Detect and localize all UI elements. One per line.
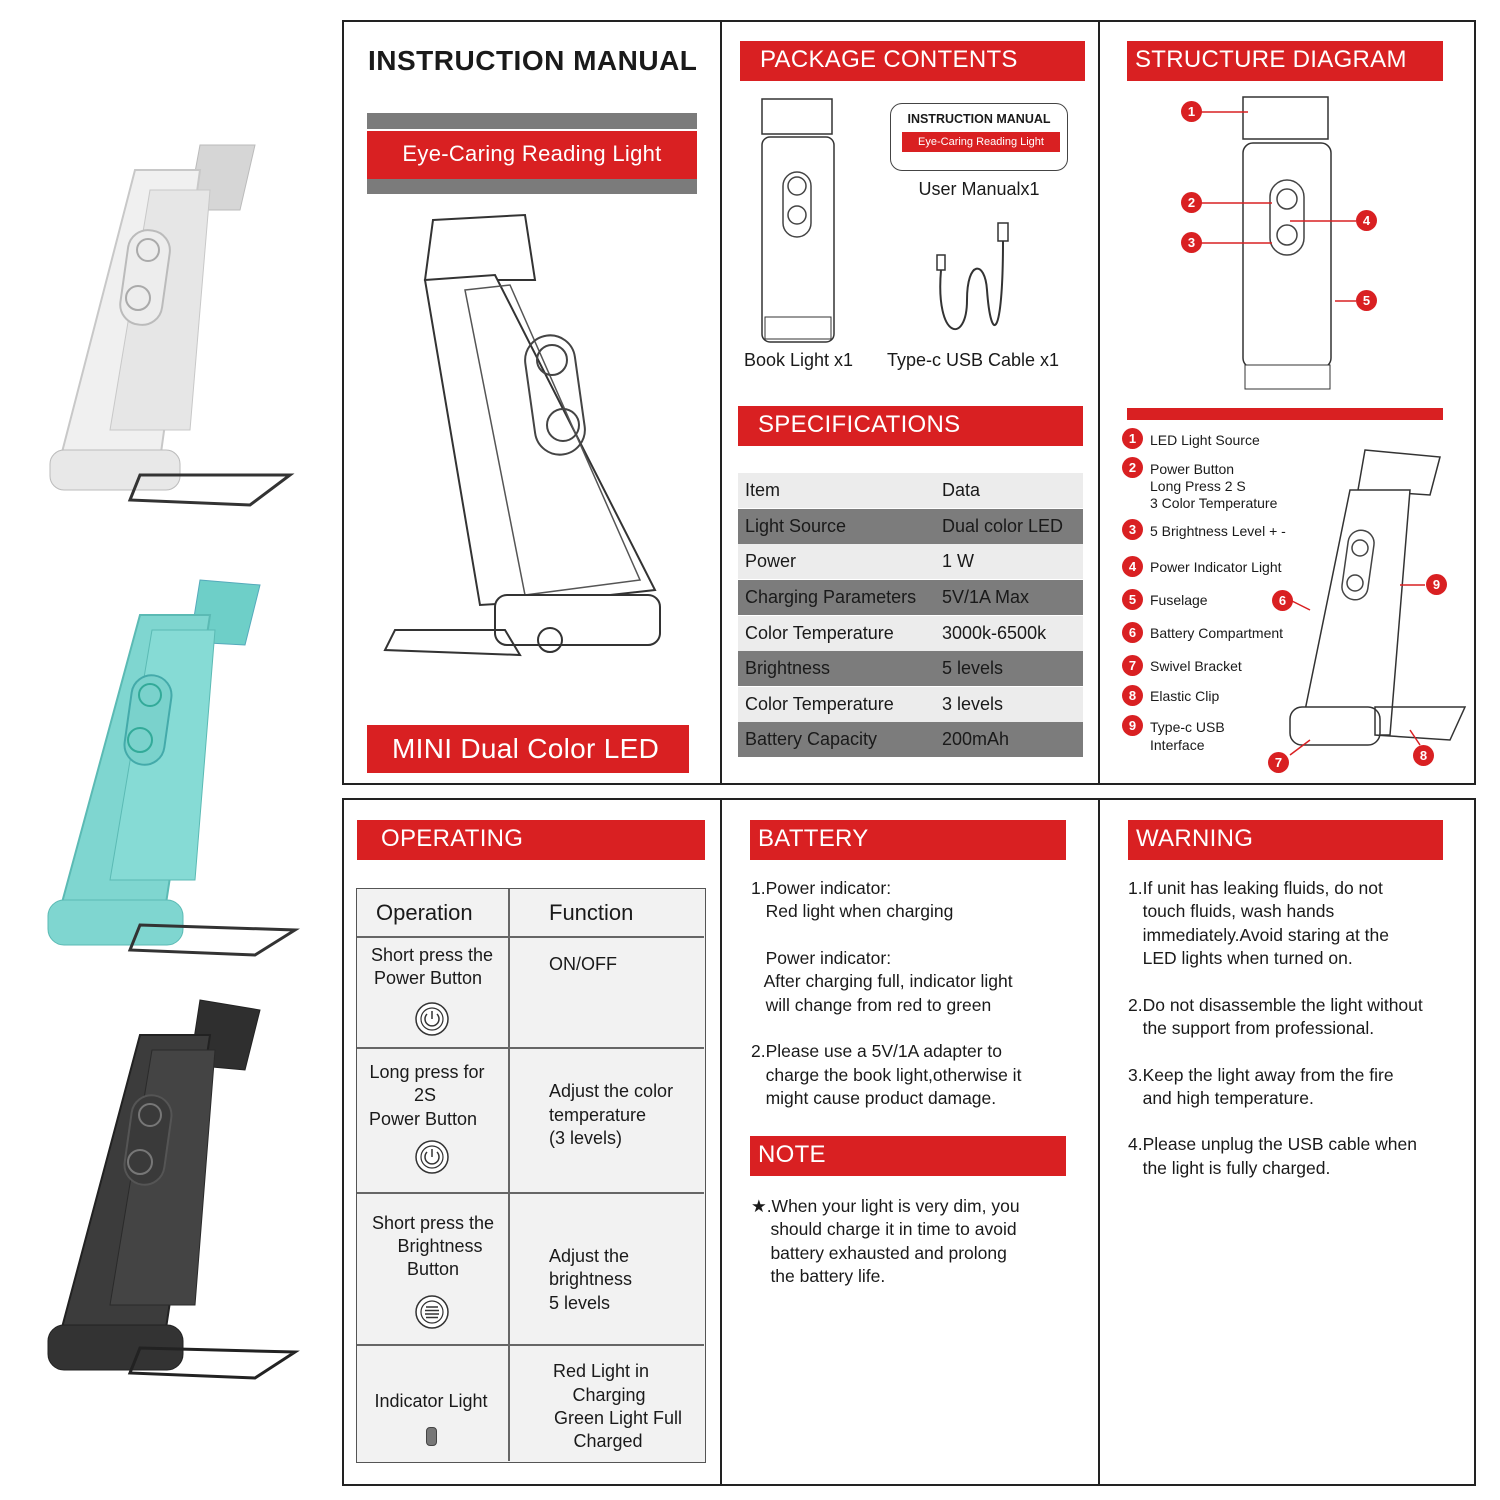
side-marker-9: 9: [1426, 574, 1447, 595]
legend-num-5: 5: [1122, 589, 1143, 610]
marker-3: 3: [1181, 232, 1202, 253]
book-light-front-outline: [757, 97, 847, 342]
spec-item: Item: [745, 480, 781, 500]
op-row3-function-l2: brightness: [549, 1269, 633, 1289]
structure-side-diagram: [1280, 445, 1480, 765]
brightness-button-icon: [414, 1294, 450, 1330]
marker-5: 5: [1356, 290, 1377, 311]
op-row1-operation-l2: Power Button: [373, 968, 483, 988]
spec-item: Color Temperature: [745, 694, 894, 714]
spec-row: [738, 473, 1083, 508]
book-light-dark-image: [40, 990, 340, 1390]
battery-line: might cause product damage.: [751, 1088, 997, 1108]
op-row3-function-l3: 5 levels: [549, 1293, 611, 1313]
package-header: PACKAGE CONTENTS: [740, 41, 1085, 81]
op-row-divider: [357, 1344, 704, 1346]
spec-data: 200mAh: [942, 729, 1010, 749]
book-light-label: Book Light x1: [744, 350, 854, 370]
op-row1-function: ON/OFF: [549, 954, 617, 974]
spec-row: [738, 544, 1083, 579]
legend-num-2: 2: [1122, 457, 1143, 478]
op-row4-function-l4: Charged: [573, 1431, 643, 1451]
op-row3-operation-l3: Button: [406, 1259, 460, 1279]
specs-header: SPECIFICATIONS: [738, 406, 1083, 446]
op-row-divider: [357, 1192, 704, 1194]
legend-num-8: 8: [1122, 685, 1143, 706]
spec-data: 5V/1A Max: [942, 587, 1030, 607]
op-row3-operation-l2: Brightness: [397, 1236, 483, 1256]
spec-row: [738, 616, 1083, 651]
usb-cable-icon: [925, 220, 1035, 350]
legend-item-4: Power Indicator Light: [1150, 559, 1282, 575]
structure-divider: [1127, 408, 1443, 420]
legend-num-3: 3: [1122, 519, 1143, 540]
manual-title: INSTRUCTION MANUAL: [368, 45, 698, 76]
battery-line: 1.Power indicator:: [751, 878, 892, 898]
op-row-divider: [357, 1047, 704, 1049]
spec-row: [738, 580, 1083, 615]
op-row3-operation-l1: Short press the: [371, 1213, 495, 1233]
op-row2-operation-l1: Long press for: [369, 1062, 485, 1082]
spec-row: [738, 687, 1083, 722]
legend-num-4: 4: [1122, 556, 1143, 577]
legend-num-7: 7: [1122, 655, 1143, 676]
op-row4-function-l2: Charging: [572, 1385, 646, 1405]
legend-item-3: 5 Brightness Level + -: [1150, 523, 1286, 539]
op-row2-function-l1: Adjust the color: [549, 1081, 674, 1101]
mini-manual-subtitle: Eye-Caring Reading Light: [902, 132, 1060, 152]
indicator-light-icon: [426, 1427, 437, 1446]
note-header: NOTE: [750, 1136, 1066, 1176]
legend-item-2-line2: Long Press 2 S: [1150, 478, 1246, 494]
legend-item-8: Elastic Clip: [1150, 688, 1220, 704]
spec-item: Light Source: [745, 516, 847, 536]
marker-1: 1: [1181, 101, 1202, 122]
warning-line: 2.Do not disassemble the light without: [1128, 995, 1423, 1015]
note-line: the battery life.: [751, 1266, 886, 1286]
legend-num-1: 1: [1122, 428, 1143, 449]
spec-item: Battery Capacity: [745, 729, 878, 749]
marker-2: 2: [1181, 192, 1202, 213]
op-row2-operation-l2: 2S: [413, 1085, 437, 1105]
legend-num-6: 6: [1122, 622, 1143, 643]
spec-data: Dual color LED: [942, 516, 1064, 536]
battery-header: BATTERY: [750, 820, 1066, 860]
op-row2-function-l2: temperature: [549, 1105, 647, 1125]
book-light-outline-large: [385, 210, 685, 680]
op-row1-operation-l1: Short press the: [370, 945, 494, 965]
specs-table: [738, 473, 1083, 756]
note-line: battery exhausted and prolong: [751, 1243, 1007, 1263]
side-marker-8: 8: [1413, 745, 1434, 766]
structure-leader-lines: [1180, 100, 1380, 330]
legend-num-9: 9: [1122, 715, 1143, 736]
spec-row: [738, 509, 1083, 544]
spec-data: 5 levels: [942, 658, 1004, 678]
subtitle-band-bottom: [367, 179, 697, 194]
battery-line: will change from red to green: [751, 995, 992, 1015]
warning-line: 1.If unit has leaking fluids, do not: [1128, 878, 1383, 898]
legend-item-6: Battery Compartment: [1150, 625, 1284, 641]
spec-item: Power: [745, 551, 797, 571]
op-header-function: Function: [549, 900, 634, 925]
cable-label: Type-c USB Cable x1: [887, 350, 1060, 370]
spec-row: [738, 651, 1083, 686]
op-row4-function-l3: Green Light Full: [553, 1408, 683, 1428]
legend-item-5: Fuselage: [1150, 592, 1208, 608]
spec-data: Data: [942, 480, 981, 500]
legend-item-2-line3: 3 Color Temperature: [1150, 495, 1278, 511]
spec-data: 3000k-6500k: [942, 623, 1047, 643]
legend-item-9: Type-c USB: [1150, 719, 1225, 735]
op-row4-operation: Indicator Light: [374, 1391, 488, 1411]
subtitle-band-top: [367, 113, 697, 129]
op-col-divider: [508, 889, 510, 1461]
side-marker-7: 7: [1268, 752, 1289, 773]
manual-subtitle: Eye-Caring Reading Light: [367, 131, 697, 179]
op-row3-function-l1: Adjust the: [549, 1246, 630, 1266]
side-marker-6: 6: [1272, 590, 1293, 611]
marker-4: 4: [1356, 210, 1377, 231]
structure-header: STRUCTURE DIAGRAM: [1127, 41, 1443, 81]
warning-line: immediately.Avoid staring at the: [1128, 925, 1390, 945]
user-manual-label: User Manualx1: [918, 179, 1040, 199]
legend-item-9-line2: Interface: [1150, 737, 1205, 753]
spec-data: 3 levels: [942, 694, 1004, 714]
battery-line: After charging full, indicator light: [750, 971, 1013, 991]
book-light-mint-image: [40, 570, 340, 970]
legend-item-1: LED Light Source: [1150, 432, 1260, 448]
power-button-icon: [414, 1139, 450, 1175]
warning-line: 3.Keep the light away from the fire: [1128, 1065, 1394, 1085]
spec-item: Color Temperature: [745, 623, 894, 643]
warning-line: and high temperature.: [1128, 1088, 1314, 1108]
op-row2-function-l3: (3 levels): [549, 1128, 623, 1148]
op-header-operation: Operation: [376, 900, 473, 925]
legend-item-7: Swivel Bracket: [1150, 658, 1242, 674]
warning-line: touch fluids, wash hands: [1128, 901, 1335, 921]
spec-item: Charging Parameters: [745, 587, 917, 607]
manual-footer: MINI Dual Color LED: [367, 725, 689, 773]
battery-line: Red light when charging: [751, 901, 954, 921]
op-row-divider: [357, 936, 704, 938]
legend-item-2: Power Button: [1150, 461, 1235, 477]
warning-line: LED lights when turned on.: [1128, 948, 1353, 968]
battery-line: 2.Please use a 5V/1A adapter to: [751, 1041, 1003, 1061]
warning-line: 4.Please unplug the USB cable when: [1128, 1134, 1417, 1154]
warning-line: the light is fully charged.: [1128, 1158, 1331, 1178]
warning-line: the support from professional.: [1128, 1018, 1375, 1038]
op-row4-function-l1: Red Light in: [552, 1361, 650, 1381]
spec-data: 1 W: [942, 551, 975, 571]
op-row2-operation-l3: Power Button: [368, 1109, 478, 1129]
book-light-white-image: [40, 130, 340, 530]
spec-row: [738, 722, 1083, 757]
power-button-icon: [414, 1001, 450, 1037]
note-line: should charge it in time to avoid: [751, 1219, 1017, 1239]
note-line: ★.When your light is very dim, you: [751, 1196, 1020, 1216]
warning-header: WARNING: [1128, 820, 1443, 860]
battery-line: Power indicator:: [751, 948, 892, 968]
battery-line: charge the book light,otherwise it: [751, 1065, 1022, 1085]
mini-manual-title: INSTRUCTION MANUAL: [907, 112, 1051, 126]
spec-item: Brightness: [745, 658, 831, 678]
operating-header: OPERATING: [357, 820, 705, 860]
